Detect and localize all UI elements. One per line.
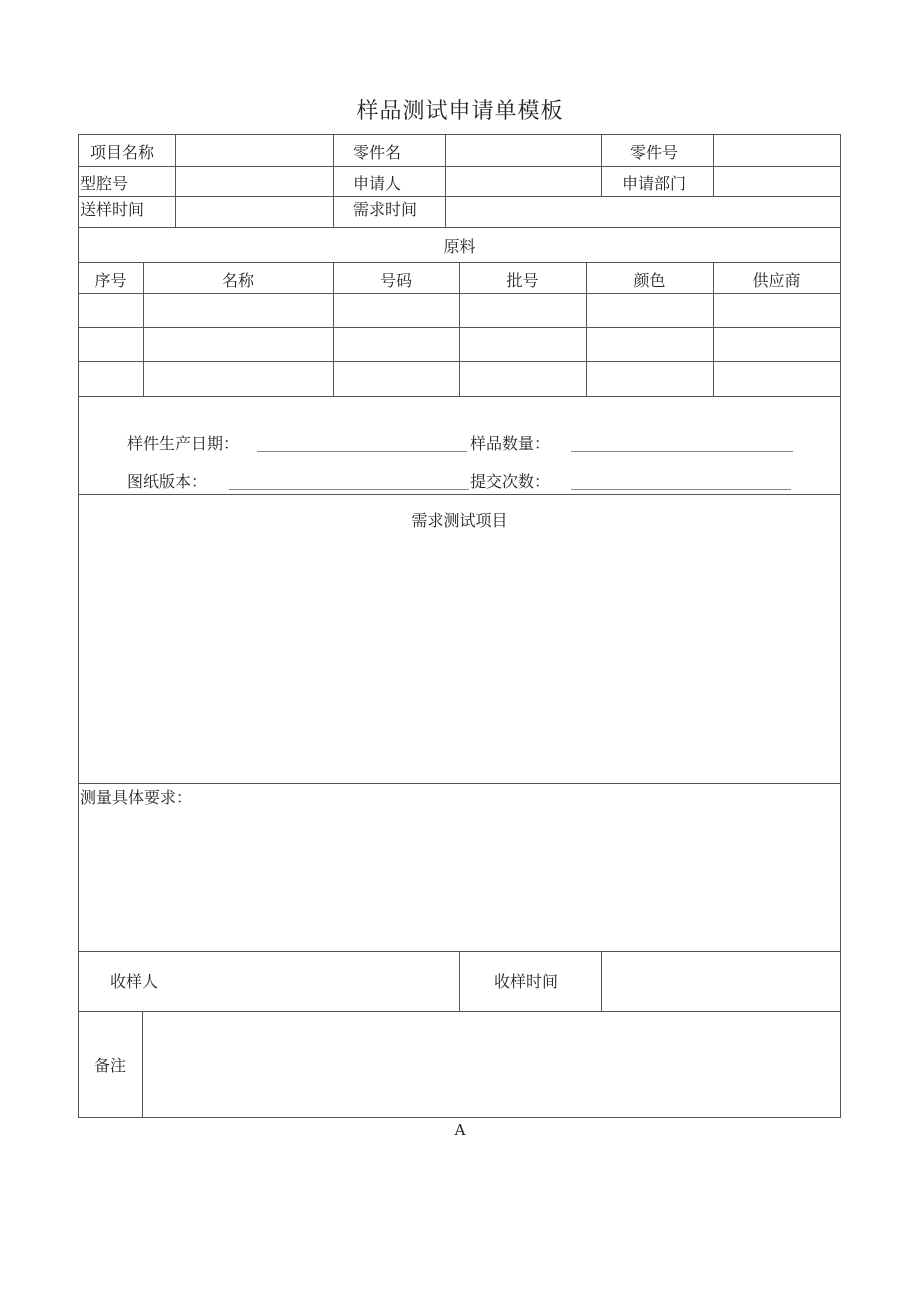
col-header-batch: 批号 [506, 271, 539, 290]
label-remarks: 备注 [94, 1056, 127, 1075]
field-part-no[interactable] [714, 135, 840, 166]
field-cavity-no[interactable] [176, 167, 333, 196]
border-bottom [78, 1117, 841, 1118]
col-header-seq: 序号 [94, 271, 127, 290]
field-applicant[interactable] [446, 167, 601, 196]
col-line [601, 134, 602, 196]
material-section-title: 原料 [443, 237, 476, 256]
field-department[interactable] [714, 167, 840, 196]
sample-quantity-input[interactable] [571, 451, 793, 452]
page-footer: A [454, 1121, 466, 1139]
label-receive-time: 收样时间 [494, 972, 559, 991]
remarks-area[interactable] [143, 1012, 840, 1117]
border-right [840, 134, 841, 1118]
field-send-time[interactable] [176, 197, 333, 227]
col-line [333, 134, 334, 227]
col-line [459, 951, 460, 1011]
label-receiver: 收样人 [110, 972, 159, 991]
label-required-time: 需求时间 [353, 200, 418, 219]
table-row[interactable] [79, 328, 840, 361]
measure-requirements-area[interactable] [79, 812, 840, 950]
label-cavity-no: 型腔号 [80, 174, 129, 193]
row-line [78, 783, 841, 784]
test-items-title: 需求测试项目 [411, 511, 508, 530]
label-part-name: 零件名 [353, 143, 402, 162]
label-send-time: 送样时间 [80, 200, 145, 219]
production-date-input[interactable] [257, 451, 467, 452]
label-production-date: 样件生产日期： [127, 434, 240, 453]
test-items-area[interactable] [79, 535, 840, 782]
row-line [78, 227, 841, 228]
label-drawing-version: 图纸版本： [127, 472, 208, 491]
field-required-time[interactable] [446, 197, 840, 227]
label-applicant: 申请人 [353, 174, 402, 193]
col-header-name: 名称 [221, 271, 254, 290]
col-header-supplier: 供应商 [752, 271, 801, 290]
label-measure-requirements: 测量具体要求： [80, 788, 193, 807]
page-title: 样品测试申请单模板 [356, 99, 564, 124]
table-row[interactable] [79, 362, 840, 396]
label-project-name: 项目名称 [90, 143, 155, 162]
field-receive-time[interactable] [602, 952, 840, 1011]
field-project-name[interactable] [176, 135, 333, 166]
col-header-code: 号码 [379, 271, 412, 290]
label-part-no: 零件号 [630, 143, 679, 162]
col-header-color: 颜色 [633, 271, 666, 290]
label-sample-quantity: 样品数量： [470, 434, 551, 453]
drawing-version-input[interactable] [229, 489, 469, 490]
field-part-name[interactable] [446, 135, 601, 166]
submit-count-input[interactable] [571, 489, 791, 490]
row-line [78, 494, 841, 495]
label-submit-count: 提交次数： [470, 472, 551, 491]
table-row[interactable] [79, 294, 840, 327]
row-line [78, 396, 841, 397]
label-department: 申请部门 [622, 174, 687, 193]
